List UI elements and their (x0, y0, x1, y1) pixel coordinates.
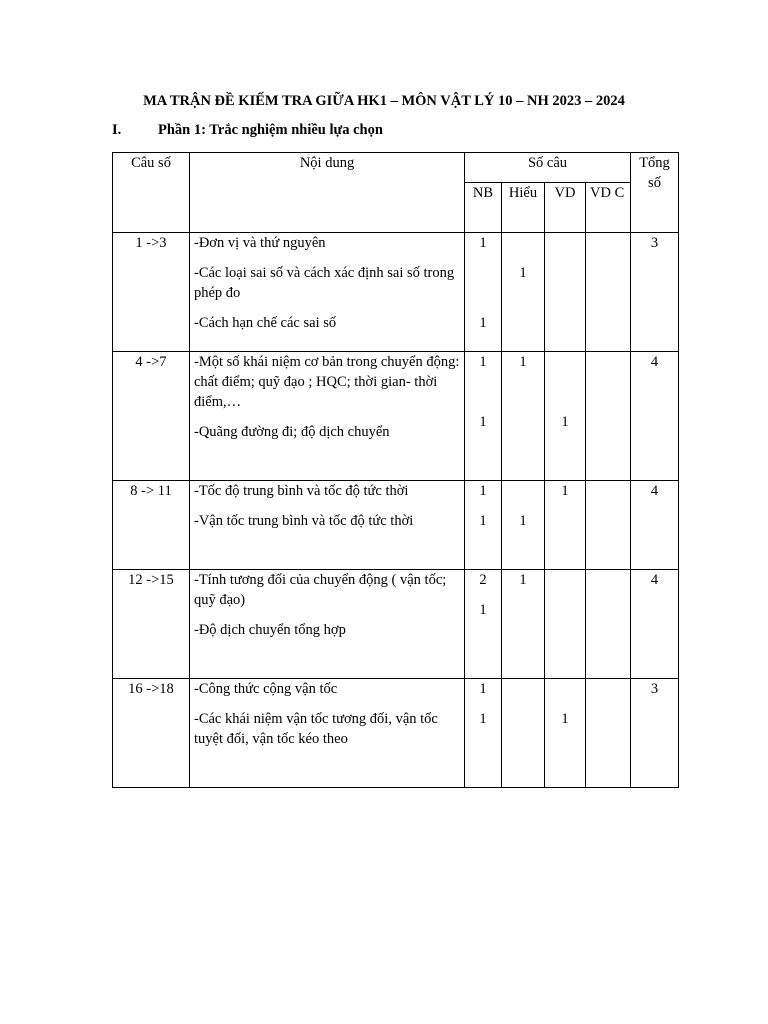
topic-item: -Các loại sai số và cách xác định sai số trong phép đo (194, 265, 455, 301)
nb-value: 1 (479, 602, 487, 618)
topic-item: -Tốc độ trung bình và tốc độ tức thời (194, 483, 409, 499)
header-nb: NB (465, 183, 502, 233)
table-row (113, 481, 679, 570)
section-heading (112, 122, 383, 139)
topic-item: -Đơn vị và thứ nguyên (194, 235, 326, 251)
row-tong: 3 (631, 679, 679, 788)
question-matrix-table (112, 152, 679, 788)
row-cau-so: 4 ->7 (113, 352, 190, 481)
row-hieu (502, 352, 545, 481)
row-tong: 4 (631, 352, 679, 481)
vd-value: 1 (561, 483, 569, 499)
row-topics (190, 352, 465, 481)
row-tong: 4 (631, 570, 679, 679)
hieu-value: 1 (519, 265, 527, 281)
row-topics (190, 233, 465, 352)
row-vdc (586, 481, 631, 570)
nb-value: 1 (479, 483, 487, 499)
table-row (113, 233, 679, 352)
document-title: MA TRẬN ĐỀ KIẾM TRA GIỮA HK1 – MÔN VẬT LÝ 10 – NH 2023 – 2024 (143, 93, 625, 109)
row-topics (190, 481, 465, 570)
row-nb (465, 352, 502, 481)
row-topics (190, 570, 465, 679)
section-label: Phần 1: Trắc nghiệm nhiều lựa chọn (158, 122, 383, 138)
row-tong: 4 (631, 481, 679, 570)
header-tong-so: Tổng số (631, 153, 679, 233)
row-vdc (586, 679, 631, 788)
row-vd (545, 352, 586, 481)
row-cau-so: 12 ->15 (113, 570, 190, 679)
row-tong: 3 (631, 233, 679, 352)
row-hieu (502, 679, 545, 788)
header-vdc: VD C (586, 183, 631, 233)
row-vdc (586, 570, 631, 679)
nb-value: 1 (479, 315, 487, 331)
nb-value: 1 (479, 681, 487, 697)
table-row (113, 352, 679, 481)
row-nb (465, 570, 502, 679)
row-cau-so: 1 ->3 (113, 233, 190, 352)
row-nb (465, 481, 502, 570)
nb-value: 1 (479, 354, 487, 370)
hieu-value: 1 (519, 572, 527, 588)
table-row (113, 679, 679, 788)
header-cau-so: Câu số (113, 153, 190, 233)
row-vdc (586, 233, 631, 352)
header-vd: VD (545, 183, 586, 233)
topic-item: -Một số khái niệm cơ bản trong chuyển động: chất điểm; quỹ đạo ; HQC; thời gian- thời điểm,… (194, 354, 460, 410)
table-row (113, 570, 679, 679)
header-hieu: Hiểu (502, 183, 545, 233)
nb-value: 1 (479, 711, 487, 727)
row-hieu (502, 570, 545, 679)
topic-item: -Độ dịch chuyển tổng hợp (194, 622, 346, 638)
row-vd (545, 679, 586, 788)
row-vdc (586, 352, 631, 481)
hieu-value: 1 (519, 354, 527, 370)
topic-item: -Tính tương đối của chuyển động ( vận tốc; quỹ đạo) (194, 572, 447, 608)
topic-item: -Công thức cộng vận tốc (194, 681, 338, 697)
row-cau-so: 8 -> 11 (113, 481, 190, 570)
nb-value: 1 (479, 414, 487, 430)
row-hieu (502, 233, 545, 352)
vd-value: 1 (561, 414, 569, 430)
header-noi-dung: Nội dung (190, 153, 465, 233)
topic-item: -Vận tốc trung bình và tốc độ tức thời (194, 513, 414, 529)
topic-item: -Quãng đường đi; độ dịch chuyển (194, 424, 390, 440)
header-so-cau: Số câu (465, 153, 631, 183)
row-cau-so: 16 ->18 (113, 679, 190, 788)
topic-item: -Cách hạn chế các sai số (194, 315, 337, 331)
row-topics (190, 679, 465, 788)
vd-value: 1 (561, 711, 569, 727)
row-nb (465, 679, 502, 788)
topic-item: -Các khái niệm vận tốc tương đối, vận tốc tuyệt đối, vận tốc kéo theo (194, 711, 438, 747)
row-nb (465, 233, 502, 352)
row-vd (545, 570, 586, 679)
nb-value: 1 (479, 513, 487, 529)
nb-value: 2 (479, 572, 487, 588)
hieu-value: 1 (519, 513, 527, 529)
section-number: I. (112, 122, 122, 138)
row-vd (545, 481, 586, 570)
row-vd (545, 233, 586, 352)
row-hieu (502, 481, 545, 570)
nb-value: 1 (479, 235, 487, 251)
